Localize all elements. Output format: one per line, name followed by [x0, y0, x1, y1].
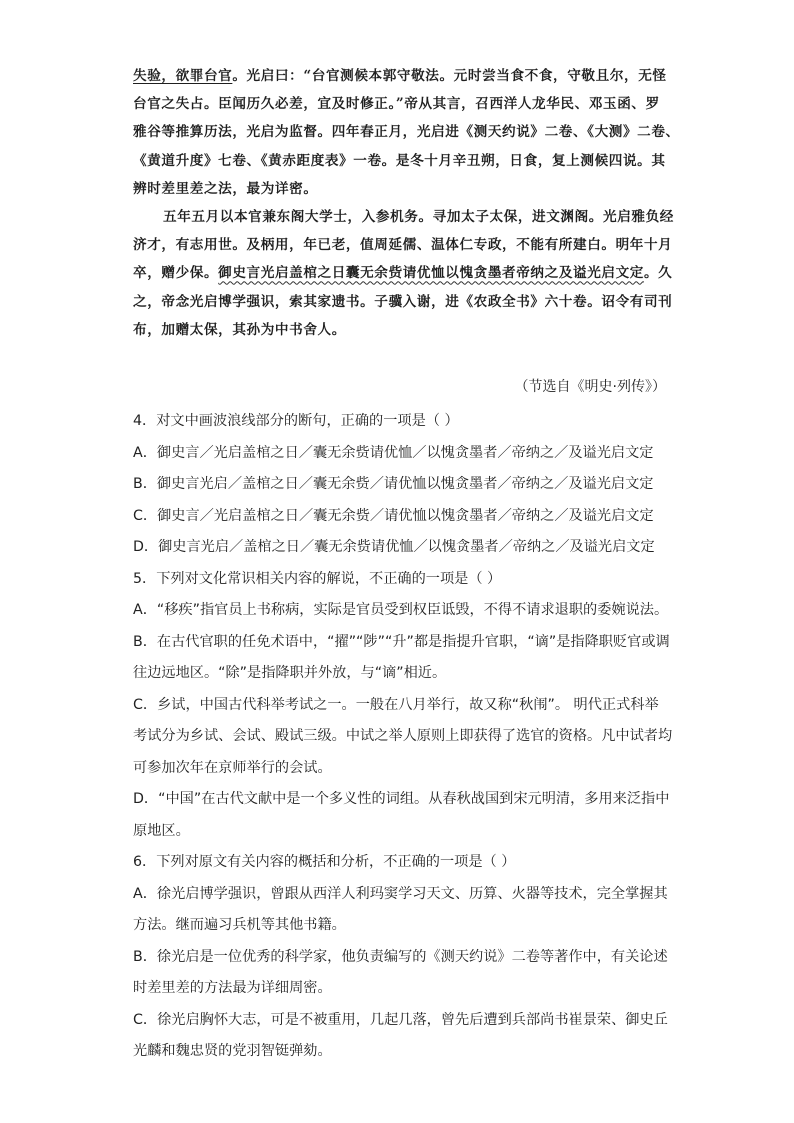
q5-stem: 5．下列对文化常识相关内容的解说，不正确的一项是（ ） [133, 570, 502, 587]
q5-line-2: B．在古代官职的任免术语中，“擢”“陟”“升”都是指提升官职，“谪”是指降职贬官或调 [133, 633, 670, 650]
passage-p2-line-4: 之，帝念光启博学强识，索其家遗书。子骥入谢，进《农政全书》六十卷。诏令有司刊 [133, 293, 673, 310]
q6-line-2: 方法。继而遍习兵机等其他书籍。 [133, 917, 346, 933]
q5-line-1: A．“移疾”指官员上书称病，实际是官员受到权臣诋毁，不得不请求退职的委婉说法。 [133, 602, 669, 618]
classical-passage [133, 62, 680, 344]
passage-p2-line-3-start: 卒，赠少保。 [133, 265, 219, 282]
q5-line-7: D．“中国”在古代文献中是一个多义性的词组。从春秋战国到宋元明清，多用来泛指中 [133, 791, 670, 807]
q6-line-6: 光麟和魏忠贤的党羽智铤弹劾。 [133, 1043, 332, 1059]
passage-line-4: 《黄道升度》七卷、《黄赤距度表》一卷。是冬十月辛丑朔，日食，复上测候四说。其 [133, 152, 666, 169]
q4-option-d: D．御史言光启／盖棺之日／囊无余赀请优恤／以愧贪墨者／帝纳之／及谥光启文定 [133, 539, 655, 555]
q5-line-6: 可参加次年在京师举行的会试。 [133, 759, 332, 776]
q6-line-1: A．徐光启博学强识，曾跟从西洋人利玛窦学习天文、历算、火器等技术，完全掌握其 [133, 885, 668, 902]
passage-p2-line-3 [133, 259, 673, 287]
underlined-phrase: 失验，欲罪台官 [133, 68, 233, 84]
q4-option-a: A．御史言／光启盖棺之日／囊无余赀请优恤／以愧贪墨者／帝纳之／及谥光启文定 [133, 444, 654, 461]
wavy-underlined-phrase: 御史言光启盖棺之日囊无余赀请优恤以愧贪墨者帝纳之及谥光启文定 [218, 265, 644, 282]
passage-line-1 [133, 62, 673, 90]
q5-line-8: 原地区。 [133, 822, 190, 839]
passage-p2-line-5: 布，加赠太保，其孙为中书舍人。 [133, 321, 346, 338]
source-citation: （节选自《明史·列传》） [514, 379, 666, 395]
questions-section [133, 406, 673, 1068]
q5-line-5: 考试分为乡试、会试、殿试三级。中试之举人原则上即获得了选官的资格。凡中试者均 [133, 728, 673, 744]
passage-p2-line-2: 济才，有志用世。及柄用，年已老，值周延儒、温体仁专政，不能有所建白。明年十月 [133, 237, 673, 254]
passage-line-2: 台官之失占。臣闻历久必差，宜及时修正。”帝从其言，召西洋人龙华民、邓玉函、罗 [133, 96, 660, 113]
q4-stem: 4．对文中画波浪线部分的断句，正确的一项是（ ） [133, 413, 459, 429]
q6-line-3: B．徐光启是一位优秀的科学家，他负责编写的《测天约说》二卷等著作中，有关论述 [133, 948, 668, 965]
q5-line-3: 往边远地区。“除”是指降职并外放，与“谪”相近。 [133, 665, 447, 681]
passage-p2-line-3-end: 。久 [643, 265, 673, 282]
q6-stem: 6．下列对原文有关内容的概括和分析，不正确的一项是（ ） [133, 854, 516, 870]
q5-line-4: C．乡试，中国古代科举考试之一。一般在八月举行，故又称“秋闱”。 明代正式科举 [133, 696, 659, 713]
q6-line-5: C．徐光启胸怀大志，可是不被重用，几起几落，曾先后遭到兵部尚书崔景荣、御史丘 [133, 1011, 668, 1028]
passage-p2-line-1: 五年五月以本官兼东阁大学士，入参机务。寻加太子太保，进文渊阁。光启雅负经 [163, 208, 674, 225]
passage-line-1-rest: 。光启曰：“台官测候本郭守敬法。元时尝当食不食，守敬且尔，无怪 [232, 68, 667, 84]
passage-line-3: 雅谷等推算历法，光启为监督。四年春正月，光启进《测天约说》二卷、《大测》二卷、 [133, 124, 680, 141]
q4-option-b: B．御史言光启／盖棺之日／囊无余赀／请优恤以愧贪墨者／帝纳之／及谥光启文定 [133, 476, 654, 492]
q6-line-4: 时差里差的方法最为详细周密。 [133, 980, 332, 996]
passage-line-5: 辨时差里差之法，最为详密。 [133, 180, 318, 197]
q4-option-c: C．御史言／光启盖棺之日／囊无余赀／请优恤以愧贪墨者／帝纳之／及谥光启文定 [133, 507, 654, 524]
